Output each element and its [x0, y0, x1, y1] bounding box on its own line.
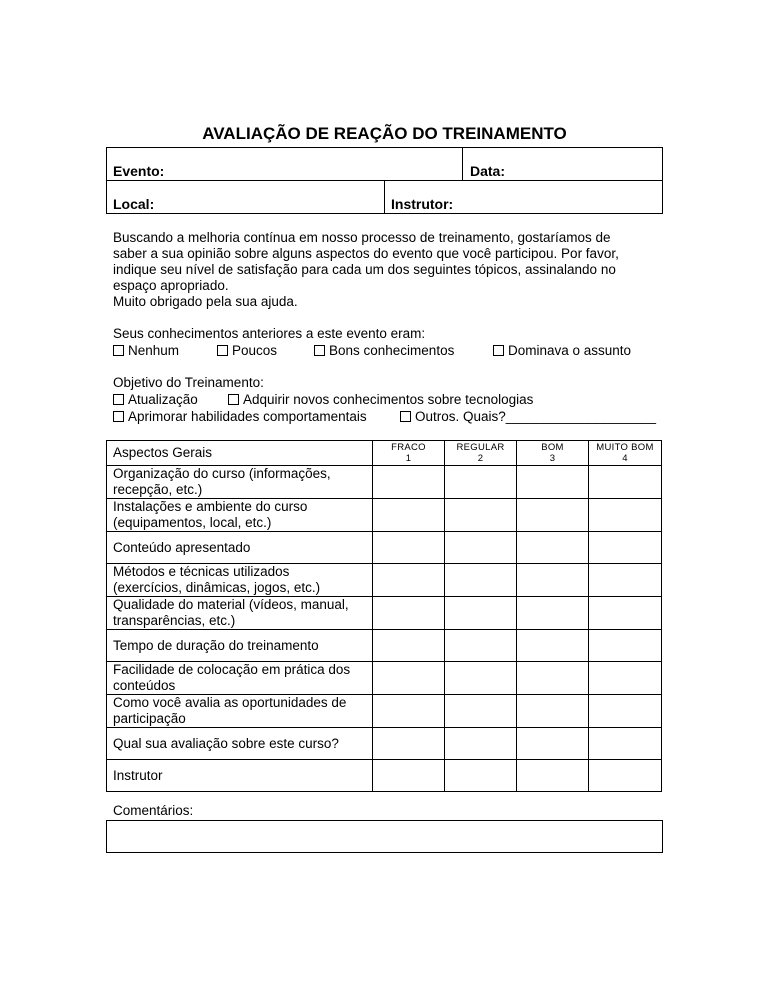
table-header-row — [107, 441, 662, 466]
row-label: Tempo de duração do treinamento — [107, 630, 373, 662]
row-label: Organização do curso (informações, recepção, etc.) — [107, 466, 373, 499]
rating-cell[interactable] — [517, 630, 589, 662]
rating-cell[interactable] — [589, 630, 662, 662]
evento-field[interactable]: Evento: — [113, 163, 165, 179]
option-dominava[interactable]: Dominava o assunto — [493, 343, 631, 358]
checkbox[interactable] — [217, 345, 228, 356]
rating-cell[interactable] — [517, 597, 589, 630]
checkbox[interactable] — [228, 394, 239, 405]
rating-cell[interactable] — [517, 662, 589, 695]
knowledge-question: Seus conhecimentos anteriores a este evento eram: — [113, 326, 426, 341]
rating-cell[interactable] — [517, 466, 589, 499]
rating-cell[interactable] — [373, 466, 445, 499]
rating-header-fraco: FRACO 1 — [373, 441, 445, 466]
option-nenhum[interactable]: Nenhum — [113, 343, 179, 358]
row-label: Instalações e ambiente do curso (equipamentos, local, etc.) — [107, 499, 373, 532]
rating-header-muito-bom: MUITO BOM 4 — [589, 441, 662, 466]
checkbox[interactable] — [314, 345, 325, 356]
rating-cell[interactable] — [373, 499, 445, 532]
rating-cell[interactable] — [517, 499, 589, 532]
rating-cell[interactable] — [517, 564, 589, 597]
intro-line: espaço apropriado. — [113, 278, 229, 293]
rating-cell[interactable] — [445, 662, 517, 695]
checkbox[interactable] — [113, 394, 124, 405]
row-label: Como você avalia as oportunidades de participação — [107, 695, 373, 728]
rating-cell[interactable] — [373, 564, 445, 597]
rating-cell[interactable] — [445, 597, 517, 630]
rating-cell[interactable] — [373, 760, 445, 792]
option-atualizacao[interactable]: Atualização — [113, 392, 198, 407]
intro-line: saber a sua opinião sobre alguns aspectos do evento que você participou. Por favor, — [113, 246, 619, 261]
table-row — [107, 630, 662, 662]
data-field[interactable]: Data: — [470, 163, 506, 179]
rating-cell[interactable] — [589, 466, 662, 499]
checkbox[interactable] — [113, 411, 124, 422]
table-row — [107, 597, 662, 630]
rating-header-regular: REGULAR 2 — [445, 441, 517, 466]
header-aspectos-gerais: Aspectos Gerais — [107, 441, 373, 466]
checkbox[interactable] — [493, 345, 504, 356]
table-row — [107, 695, 662, 728]
rating-cell[interactable] — [517, 728, 589, 760]
rating-cell[interactable] — [445, 630, 517, 662]
rating-cell[interactable] — [589, 564, 662, 597]
rating-cell[interactable] — [589, 532, 662, 564]
objective-question: Objetivo do Treinamento: — [113, 375, 264, 390]
page-title: AVALIAÇÃO DE REAÇÃO DO TREINAMENTO — [202, 124, 567, 143]
evaluation-table — [106, 440, 662, 792]
row-label: Métodos e técnicas utilizados (exercícios, dinâmicas, jogos, etc.) — [107, 564, 373, 597]
table-row — [107, 662, 662, 695]
divider — [384, 180, 385, 213]
rating-header-bom: BOM 3 — [517, 441, 589, 466]
rating-cell[interactable] — [517, 695, 589, 728]
intro-line: Buscando a melhoria contínua em nosso processo de treinamento, gostaríamos de — [113, 230, 611, 245]
comments-label: Comentários: — [113, 803, 194, 818]
rating-cell[interactable] — [373, 662, 445, 695]
divider — [462, 148, 463, 180]
intro-line: Muito obrigado pela sua ajuda. — [113, 294, 298, 309]
row-label: Instrutor — [107, 760, 373, 792]
rating-cell[interactable] — [589, 695, 662, 728]
table-row — [107, 532, 662, 564]
checkbox[interactable] — [113, 345, 124, 356]
row-label: Facilidade de colocação em prática dos conteúdos — [107, 662, 373, 695]
rating-cell[interactable] — [589, 499, 662, 532]
rating-cell[interactable] — [445, 532, 517, 564]
rating-cell[interactable] — [517, 760, 589, 792]
rating-cell[interactable] — [373, 532, 445, 564]
intro-line: indique seu nível de satisfação para cada um dos seguintes tópicos, assinalando no — [113, 262, 616, 277]
option-novos-conhecimentos[interactable]: Adquirir novos conhecimentos sobre tecnologias — [228, 392, 533, 407]
rating-cell[interactable] — [589, 597, 662, 630]
rating-cell[interactable] — [373, 695, 445, 728]
row-label: Qualidade do material (vídeos, manual, transparências, etc.) — [107, 597, 373, 630]
checkbox[interactable] — [400, 411, 411, 422]
rating-cell[interactable] — [517, 532, 589, 564]
rating-cell[interactable] — [445, 695, 517, 728]
local-field[interactable]: Local: — [113, 196, 155, 212]
rating-cell[interactable] — [373, 630, 445, 662]
rating-cell[interactable] — [373, 597, 445, 630]
table-row — [107, 728, 662, 760]
comments-field[interactable] — [106, 820, 663, 853]
table-row — [107, 499, 662, 532]
rating-cell[interactable] — [445, 466, 517, 499]
rating-cell[interactable] — [589, 662, 662, 695]
event-header-box — [106, 147, 663, 214]
rating-cell[interactable] — [445, 564, 517, 597]
option-habilidades[interactable]: Aprimorar habilidades comportamentais — [113, 409, 367, 424]
rating-cell[interactable] — [445, 760, 517, 792]
option-outros[interactable]: Outros. Quais?____________________ — [400, 409, 656, 424]
instrutor-field[interactable]: Instrutor: — [391, 196, 454, 212]
rating-cell[interactable] — [589, 728, 662, 760]
option-poucos[interactable]: Poucos — [217, 343, 277, 358]
table-row — [107, 564, 662, 597]
rating-cell[interactable] — [445, 499, 517, 532]
rating-cell[interactable] — [445, 728, 517, 760]
option-bons-conhecimentos[interactable]: Bons conhecimentos — [314, 343, 454, 358]
rating-cell[interactable] — [589, 760, 662, 792]
intro-paragraph — [113, 230, 673, 310]
table-row — [107, 760, 662, 792]
rating-cell[interactable] — [373, 728, 445, 760]
row-label: Qual sua avaliação sobre este curso? — [107, 728, 373, 760]
row-label: Conteúdo apresentado — [107, 532, 373, 564]
table-row — [107, 466, 662, 499]
